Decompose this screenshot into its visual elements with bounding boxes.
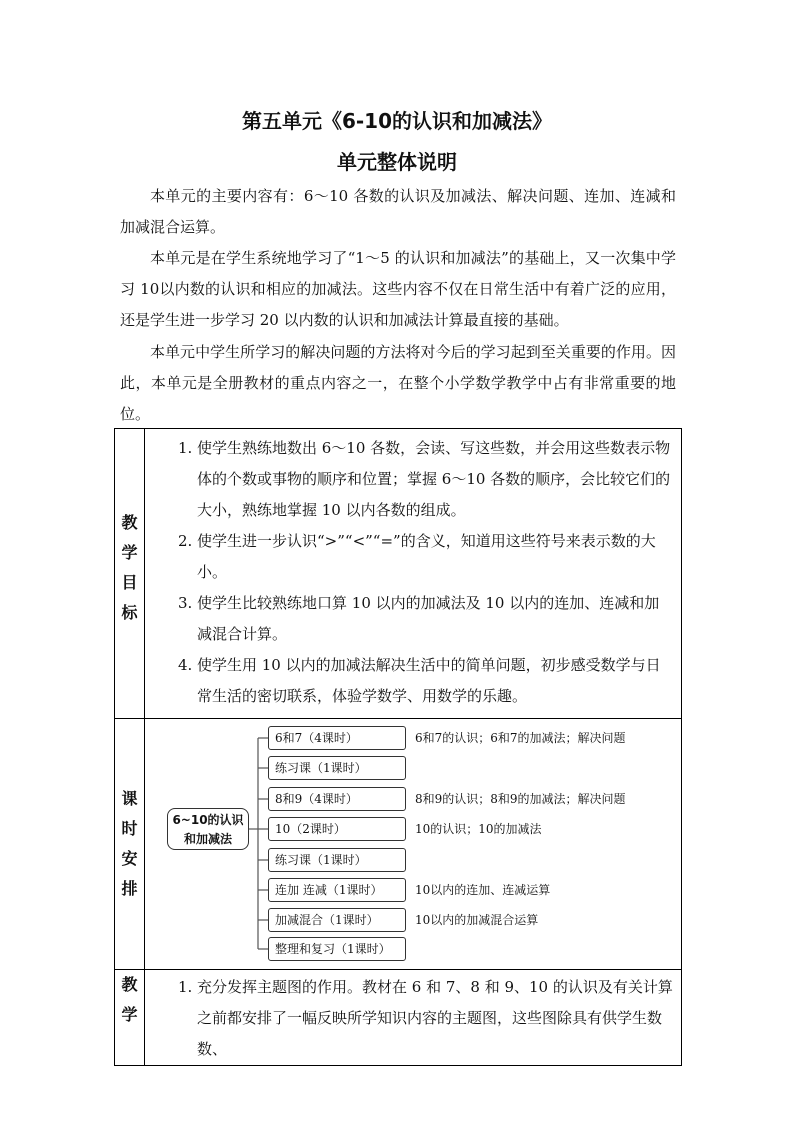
schedule-diagram [145,719,681,969]
schedule-item-box: 连加 连减（1课时） [268,878,406,902]
page-subtitle: 单元整体说明 [337,150,457,174]
intro-paragraph-1: 本单元的主要内容有：6～10 各数的认识及加减法、解决问题、连加、连减和加减混合运算。 [120,187,676,236]
goal-item: 4. 使学生用 10 以内的加减法解决生活中的简单问题，初步感受数学与日常生活的密切联系，体验学数学、用数学的乐趣。 [178,656,661,705]
goals-label: 教 学 目 标 [115,429,145,719]
methods-row [115,970,682,1066]
schedule-item-box: 练习课（1课时） [268,848,406,872]
methods-content [145,970,682,1066]
schedule-item-desc: 10以内的加减混合运算 [415,913,539,927]
schedule-item-desc: 6和7的认识；6和7的加减法；解决问题 [415,731,626,745]
goal-item: 3. 使学生比较熟练地口算 10 以内的加减法及 10 以内的连加、连减和加减混合计算。 [178,594,660,643]
schedule-row [115,719,682,970]
schedule-root-node: 6~10的认识 和加减法 [167,808,249,850]
schedule-item-box: 整理和复习（1课时） [268,937,406,961]
schedule-item-box: 加减混合（1课时） [268,908,406,932]
schedule-item-box: 8和9（4课时） [268,787,406,811]
methods-label: 教 学 [115,970,145,1066]
schedule-item-box: 6和7（4课时） [268,726,406,750]
schedule-item-box: 练习课（1课时） [268,756,406,780]
intro-paragraph-2: 本单元是在学生系统地学习了“1～5 的认识和加减法”的基础上，又一次集中学习 10以内数的认识和相应的加减法。这些内容不仅在日常生活中有着广泛的应用，还是学生进一步学习 20 以内数的认识和加减法计算最直接的基础。 [120,249,676,329]
unit-plan-table [114,428,682,1066]
goals-content [145,429,682,719]
schedule-item-desc: 10以内的连加、连减运算 [415,883,551,897]
goal-item: 1. 使学生熟练地数出 6～10 各数，会读、写这些数，并会用这些数表示物体的个数或事物的顺序和位置；掌握 6～10 各数的顺序，会比较它们的大小，熟练地掌握 10 以内各数的组成。 [178,439,671,519]
schedule-item-desc: 8和9的认识；8和9的加减法；解决问题 [415,792,626,806]
goal-item: 2. 使学生进一步认识“>”“<”“=”的含义，知道用这些符号来表示数的大小。 [178,532,656,581]
schedule-content [145,719,682,970]
method-item: 1. 充分发挥主题图的作用。教材在 6 和 7、8 和 9、10 的认识及有关计算之前都安排了一幅反映所学知识内容的主题图，这些图除具有供学生数数、 [178,978,673,1058]
goals-row [115,429,682,719]
schedule-item-desc: 10的认识；10的加减法 [415,822,542,836]
schedule-item-box: 10（2课时） [268,817,406,841]
schedule-label: 课 时 安 排 [115,719,145,970]
intro-paragraph-3: 本单元中学生所学习的解决问题的方法将对今后的学习起到至关重要的作用。因此，本单元是全册教材的重点内容之一，在整个小学数学教学中占有非常重要的地位。 [120,343,676,423]
page-title: 第五单元《6-10的认识和加减法》 [241,109,553,133]
